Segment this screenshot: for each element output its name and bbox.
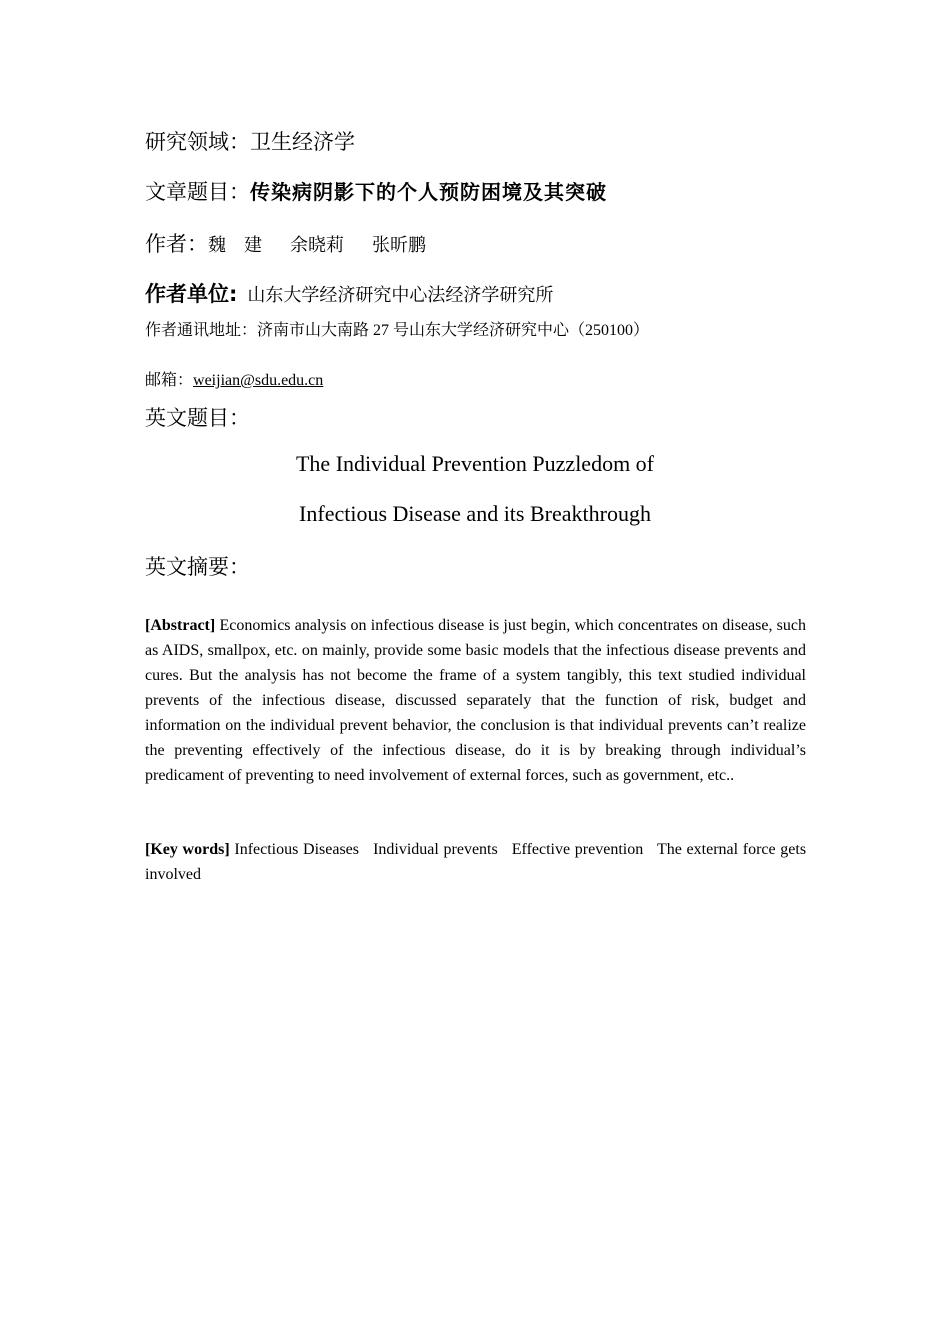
abstract-paragraph [145, 613, 806, 788]
address-line [145, 317, 649, 340]
author-name: 余晓莉 [290, 235, 344, 255]
article-title-label: 文章题目： [145, 180, 250, 204]
author-name: 魏 建 [208, 235, 262, 255]
email-label: 邮箱： [145, 372, 194, 389]
abstract-text: Economics analysis on infectious disease is just begin, which concentrates on disease, such as AIDS, smallpox, etc. on mainly, provide some basic models that the infectious disease prevents and cures. But the analysis has not become the frame of a system tangibly, this text studied individual prevents of the infectious disease, discussed separately that the function of risk, budget and information on the individual prevent behavior, the conclusion is that individual prevents can’t realize the preventing effectively of the infectious disease, do it is by breaking through individual’s predicament of preventing to need involvement of external forces, such as government, etc.. [145, 617, 807, 784]
keyword-item: Individual prevents [373, 841, 498, 858]
keyword-item: Infectious Diseases [234, 841, 360, 858]
address-label: 作者通讯地址： [145, 322, 258, 339]
abstract-tag: [Abstract] [145, 617, 216, 634]
research-field-label: 研究领域： [145, 130, 250, 154]
affiliation-label: 作者单位: [145, 282, 238, 306]
english-title-line-1: The Individual Prevention Puzzledom of [295, 451, 655, 476]
english-title-label: 英文题目： [145, 406, 250, 430]
english-abstract-label: 英文摘要： [145, 555, 250, 579]
affiliation-value: 山东大学经济研究中心法经济学研究所 [247, 285, 554, 305]
affiliation-line [145, 278, 553, 308]
authors-label: 作者： [145, 232, 208, 256]
author-name: 张昕鹏 [372, 235, 426, 255]
article-title-line [145, 176, 607, 206]
keyword-item: Effective prevention [511, 841, 644, 858]
email-line [145, 367, 323, 390]
address-value: 济南市山大南路 27 号山东大学经济研究中心（250100） [257, 322, 650, 339]
article-title-value: 传染病阴影下的个人预防困境及其突破 [250, 180, 607, 204]
authors-line [145, 228, 426, 258]
research-field-value: 卫生经济学 [250, 130, 355, 154]
keywords-paragraph [145, 837, 806, 887]
keywords-tag: [Key words] [145, 841, 230, 858]
research-field-line [145, 126, 355, 156]
email-link[interactable]: weijian@sdu.edu.cn [193, 372, 324, 389]
keyword-item: The external force gets involved [145, 841, 807, 883]
english-title-line-2: Infectious Disease and its Breakthrough [299, 501, 651, 526]
